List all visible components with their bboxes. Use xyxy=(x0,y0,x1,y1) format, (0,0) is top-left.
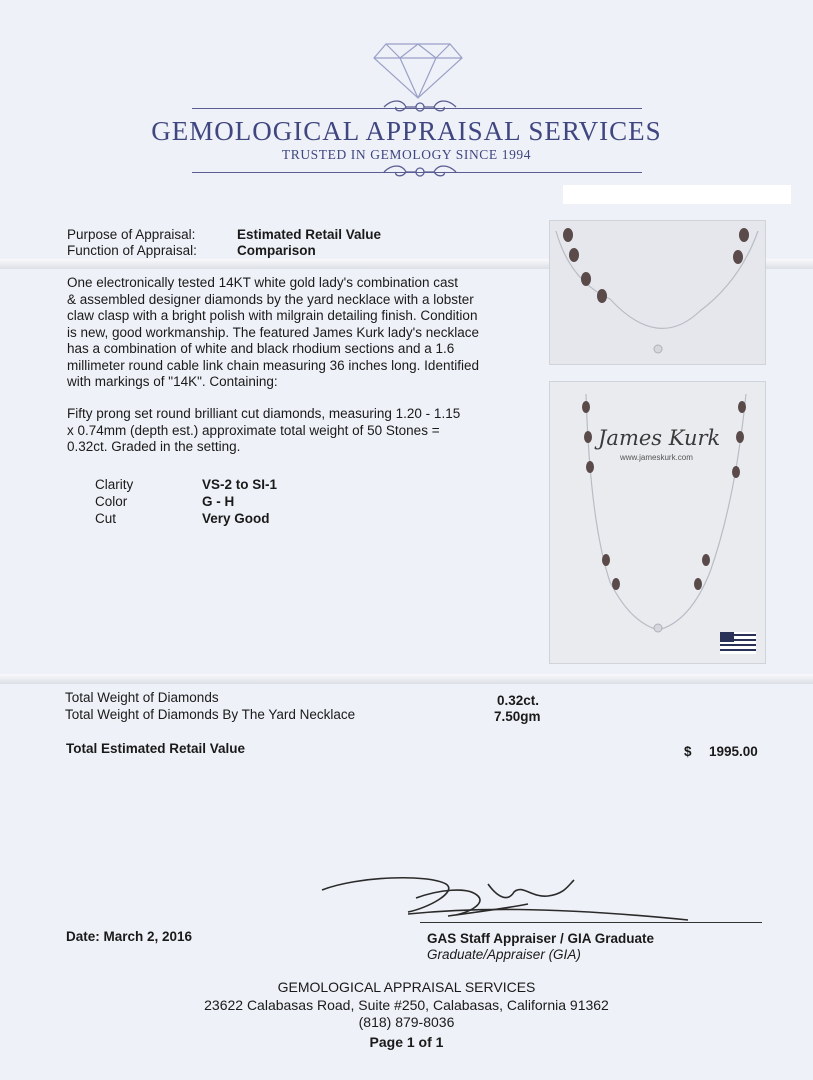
function-label: Function of Appraisal: xyxy=(67,243,197,258)
photo-brand: James Kurk xyxy=(598,426,721,450)
total-necklace-value: 7.50gm xyxy=(494,709,541,724)
description-line: claw clasp with a bright polish with milgrain detailing finish. Condition xyxy=(67,308,478,323)
signature-mark xyxy=(318,868,698,928)
company-title: GEMOLOGICAL APPRAISAL SERVICES xyxy=(151,116,662,146)
description-line: with markings of "14K". Containing: xyxy=(67,374,278,389)
necklace-photo-1 xyxy=(549,220,766,365)
description-block xyxy=(67,275,547,391)
top-ornament-icon xyxy=(380,99,460,115)
photo-url: www.jameskurk.com xyxy=(620,453,693,462)
necklace-drawing-2 xyxy=(550,382,765,663)
stones-line: Fifty prong set round brilliant cut diamonds, measuring 1.20 - 1.15 xyxy=(67,406,461,421)
function-value: Comparison xyxy=(237,243,316,258)
appraiser-title: GAS Staff Appraiser / GIA Graduate xyxy=(427,931,655,946)
bottom-ornament-icon xyxy=(380,164,460,180)
necklace-drawing-1 xyxy=(550,221,765,364)
grade-value-color: G - H xyxy=(202,494,235,509)
appraiser-subtitle: Graduate/Appraiser (GIA) xyxy=(427,947,581,962)
diamond-logo-icon xyxy=(372,40,464,100)
description-line: One electronically tested 14KT white gold lady's combination cast xyxy=(67,275,459,290)
grade-value-cut: Very Good xyxy=(202,511,270,526)
redaction-box xyxy=(563,185,791,204)
signature-line xyxy=(420,922,762,923)
company-tagline: TRUSTED IN GEMOLOGY SINCE 1994 xyxy=(281,147,532,162)
description-line: & assembled designer diamonds by the yard necklace with a lobster xyxy=(67,291,474,307)
stones-block xyxy=(67,406,547,456)
page-number: Page 1 of 1 xyxy=(369,1034,444,1050)
footer-company: GEMOLOGICAL APPRAISAL SERVICES xyxy=(277,979,536,995)
total-necklace-label: Total Weight of Diamonds By The Yard Necklace xyxy=(65,707,356,722)
stones-line: x 0.74mm (depth est.) approximate total weight of 50 Stones = xyxy=(67,422,440,438)
description-line: millimeter round cable link chain measuring 36 inches long. Identified xyxy=(67,357,479,373)
flag-logo-icon xyxy=(720,632,756,654)
grade-label-color: Color xyxy=(95,494,128,509)
header-rule-top xyxy=(192,108,642,109)
stones-line: 0.32ct. Graded in the setting. xyxy=(67,439,241,454)
necklace-photo-2 xyxy=(549,381,766,664)
description-line: is new, good workmanship. The featured James Kurk lady's necklace xyxy=(67,324,480,340)
retail-label: Total Estimated Retail Value xyxy=(66,741,246,756)
grade-label-cut: Cut xyxy=(95,511,117,526)
grade-label-clarity: Clarity xyxy=(95,477,134,492)
description-line: has a combination of white and black rhodium sections and a 1.6 xyxy=(67,341,455,356)
footer-address: 23622 Calabasas Road, Suite #250, Calabasas, California 91362 xyxy=(204,997,609,1013)
retail-currency: $ xyxy=(684,744,692,759)
retail-value: 1995.00 xyxy=(709,744,758,759)
footer-phone: (818) 879-8036 xyxy=(358,1014,455,1030)
total-diamonds-value: 0.32ct. xyxy=(497,693,540,708)
purpose-value: Estimated Retail Value xyxy=(237,227,382,242)
grade-value-clarity: VS-2 to SI-1 xyxy=(202,477,278,492)
total-diamonds-label: Total Weight of Diamonds xyxy=(65,690,219,705)
appraisal-date: Date: March 2, 2016 xyxy=(66,929,193,944)
paper-fold-bottom xyxy=(0,674,813,684)
purpose-label: Purpose of Appraisal: xyxy=(67,227,196,242)
